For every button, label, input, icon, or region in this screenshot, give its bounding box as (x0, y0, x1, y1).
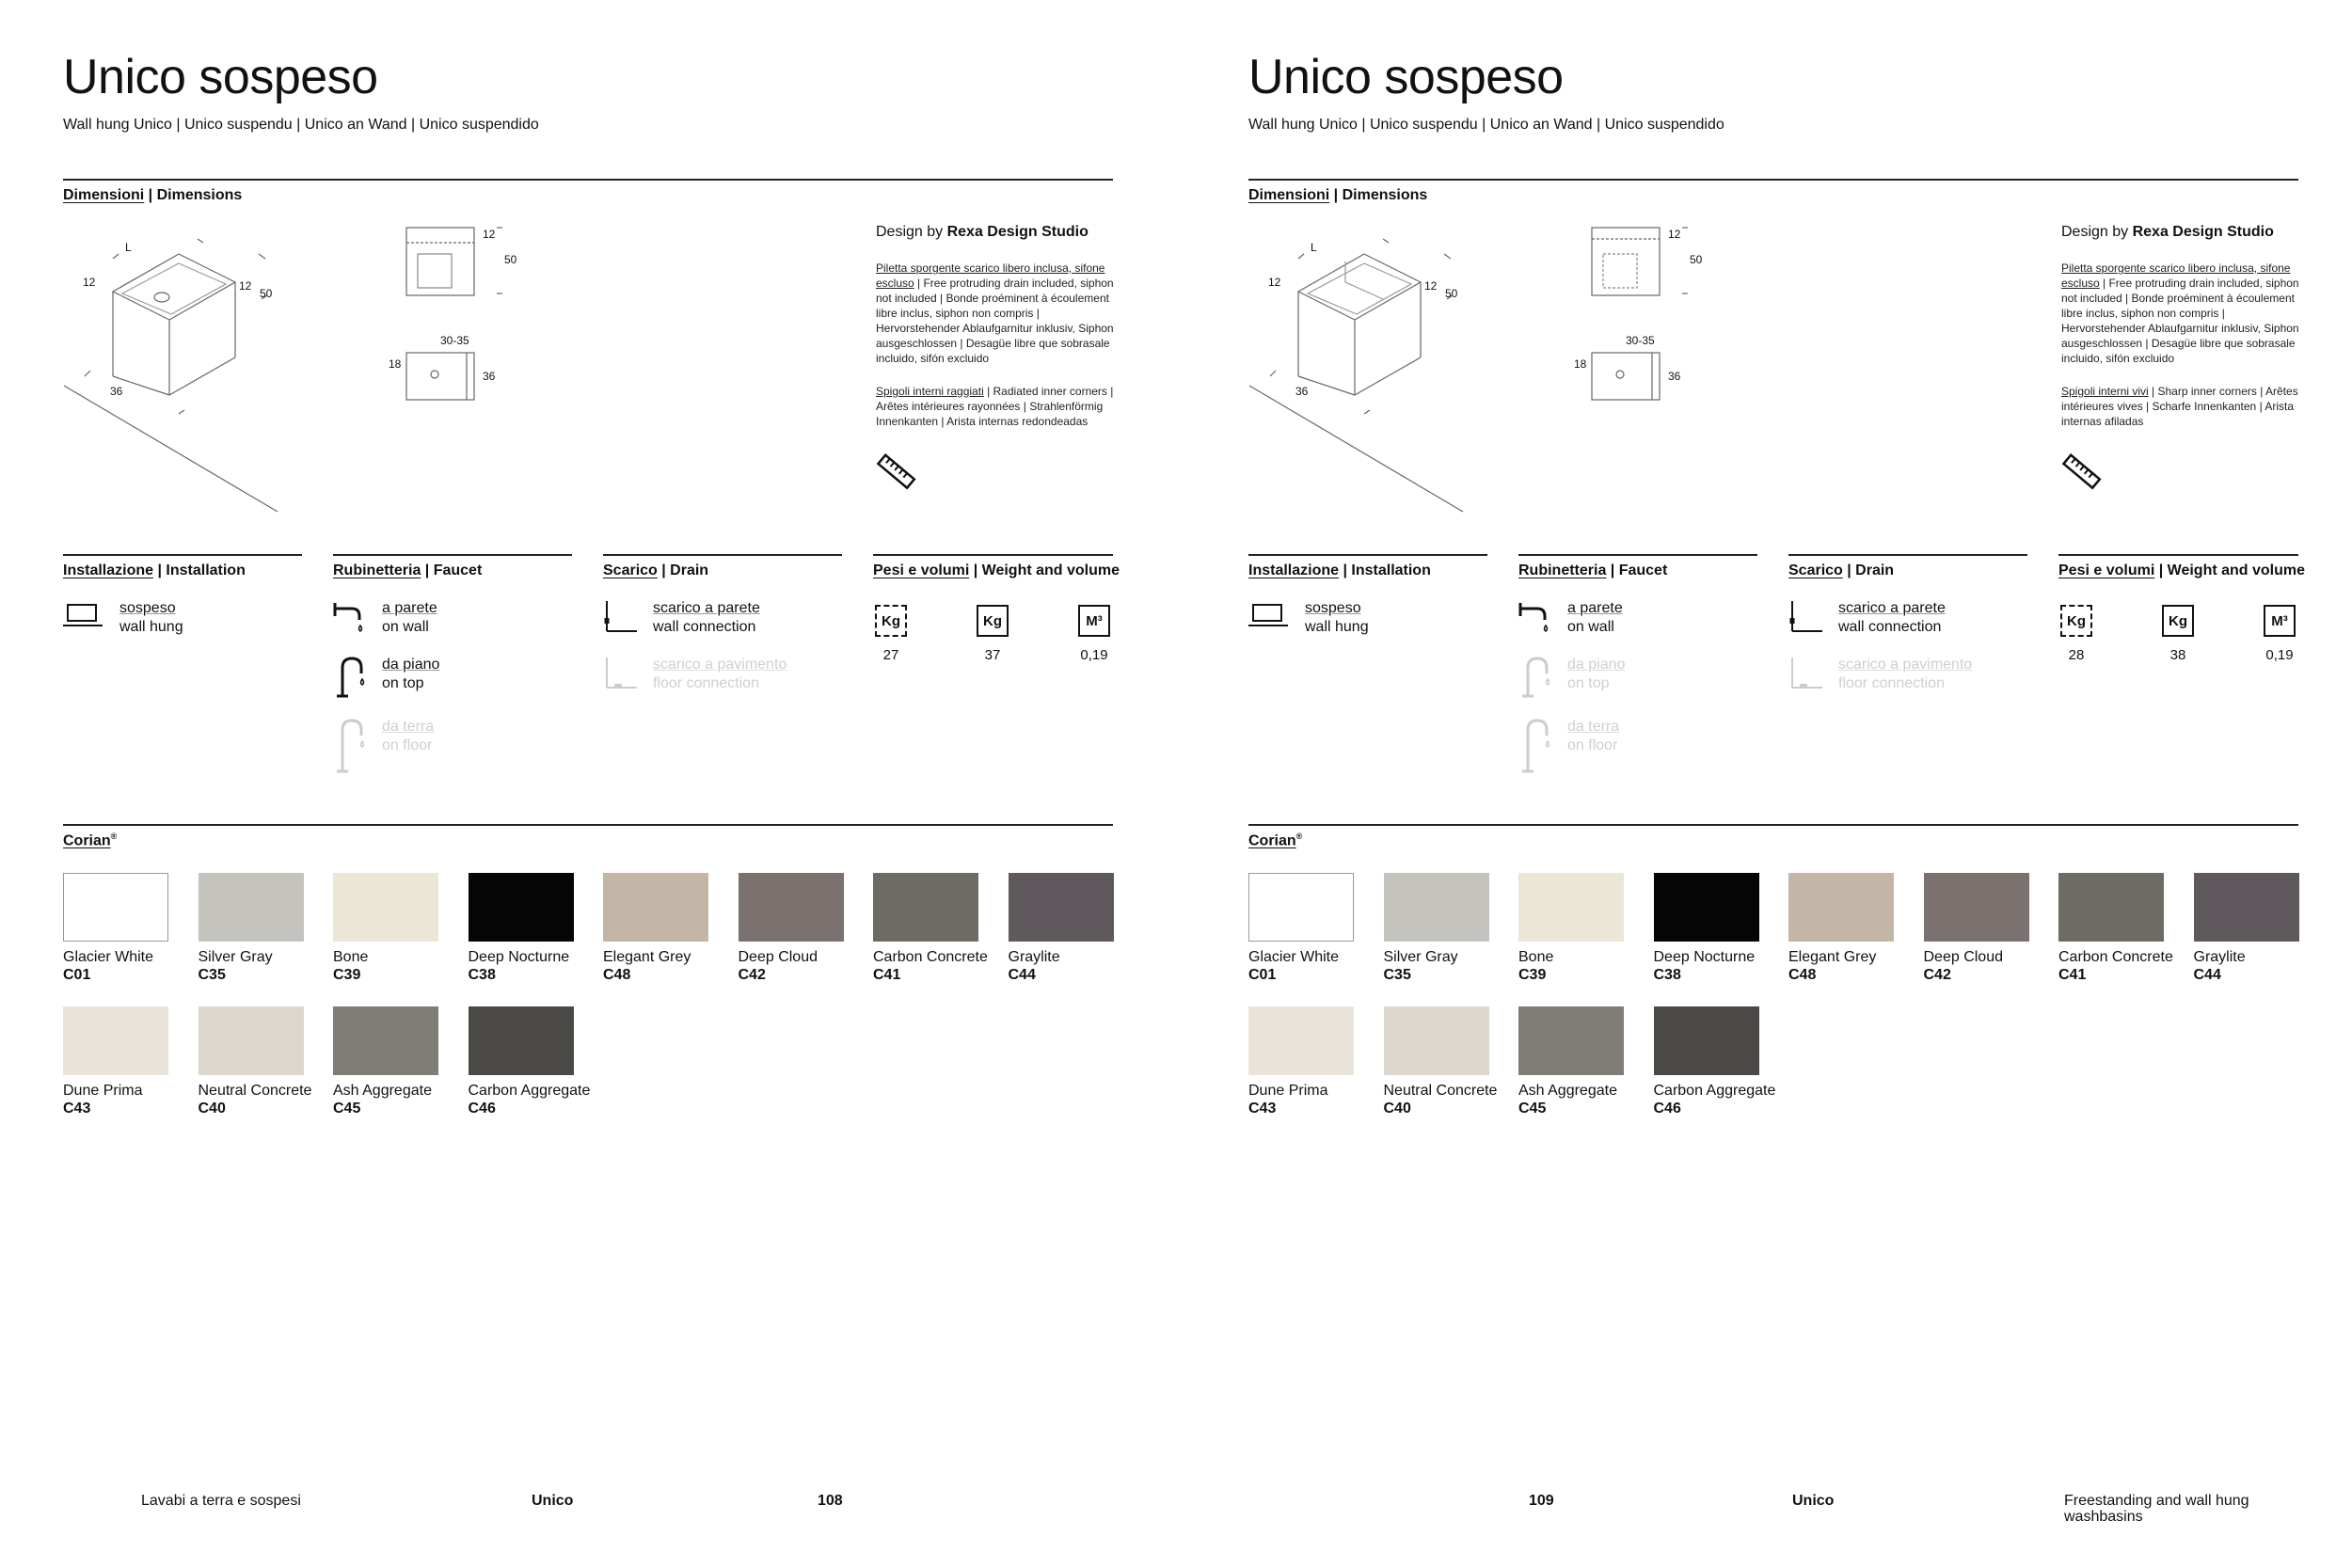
swatch-code: C48 (1788, 967, 1817, 983)
swatch-label (2058, 948, 2173, 984)
volume-icon: M³ (2264, 605, 2296, 637)
swatch-name: Ash Aggregate (333, 1083, 432, 1099)
swatch-label (1248, 948, 1339, 984)
volume-icon: M³ (1078, 605, 1110, 637)
dim-label-l: L (125, 241, 132, 254)
color-swatch (1009, 873, 1114, 942)
color-swatch (63, 1006, 168, 1075)
faucet-option-on-floor: da terra on floor (382, 719, 435, 753)
faucet-wall-icon (1518, 599, 1556, 637)
dim-label-height: 50 (260, 287, 273, 300)
swatch-code: C48 (603, 967, 631, 983)
wall-hung-icon (63, 602, 104, 630)
design-credit: Design by Rexa Design Studio (876, 224, 1089, 240)
faucet-heading: Rubinetteria | Faucet (333, 562, 483, 578)
swatch-label (1924, 948, 2004, 984)
dim-label-plan-width: 30-35 (440, 334, 469, 347)
swatch-name: Glacier White (63, 949, 154, 965)
color-swatch (63, 873, 168, 942)
divider (873, 554, 1113, 556)
gross-weight-icon: Kg (977, 605, 1009, 637)
color-swatch (2194, 873, 2299, 942)
corner-description: Spigoli interni raggiati | Radiated inner corners | Arêtes intérieures rayonnées | Strahlenförmig Innenkanten | Arista internas redondeadas (876, 385, 1114, 428)
color-swatch (199, 873, 304, 942)
swatch-label (1654, 1082, 1776, 1117)
corian-heading: Corian® (63, 832, 118, 849)
swatch-label (1384, 948, 1458, 984)
swatch-code: C40 (198, 1101, 226, 1117)
swatch-code: C38 (1653, 967, 1681, 983)
swatch-label (1654, 948, 1756, 984)
faucet-option-on-floor: da terra on floor (1567, 719, 1620, 753)
color-swatch (1518, 873, 1624, 942)
dim-label-front-top: 12 (483, 228, 496, 241)
divider (1248, 554, 1487, 556)
color-swatch (739, 873, 844, 942)
color-swatch (1654, 873, 1759, 942)
drain-floor-icon (1788, 656, 1826, 693)
color-swatch (333, 1006, 438, 1075)
color-swatch (1924, 873, 2029, 942)
footer-page-number: 108 (818, 1493, 843, 1509)
dim-label-plan-depth: 36 (483, 370, 496, 383)
wall-hung-icon (1248, 602, 1290, 630)
installation-heading: Installazione | Installation (63, 562, 246, 578)
installation-option-wall-hung: sospeso wall hung (1305, 600, 1369, 635)
drain-floor-icon (603, 656, 641, 693)
swatch-label (469, 1082, 591, 1117)
swatch-name: Elegant Grey (603, 949, 691, 965)
swatch-name: Neutral Concrete (198, 1083, 312, 1099)
volume-value: 0,19 (2265, 647, 2294, 663)
drain-option-wall: scarico a parete wall connection (653, 600, 760, 635)
color-swatch (1788, 873, 1894, 942)
swatch-code: C42 (1923, 967, 1951, 983)
swatch-code: C35 (1383, 967, 1411, 983)
color-swatch (873, 873, 978, 942)
swatch-label (739, 948, 818, 984)
footer-product: Unico (1792, 1493, 1835, 1509)
dimensions-heading: Dimensioni | Dimensions (63, 187, 243, 203)
swatch-code: C01 (63, 967, 91, 983)
dim-label-side2: 12 (239, 279, 252, 293)
color-swatch (333, 873, 438, 942)
faucet-floor-icon (333, 717, 371, 773)
color-swatch (1518, 1006, 1624, 1075)
right-page (1185, 0, 2352, 1568)
divider (63, 824, 1113, 826)
color-swatch (1384, 1006, 1489, 1075)
corner-description: Spigoli interni vivi | Sharp inner corners | Arêtes intérieures vives | Scharfe Innenkanten | Arista internas afiladas (2061, 385, 2298, 428)
divider (1248, 179, 2298, 181)
dimensions-heading: Dimensioni | Dimensions (1248, 187, 1428, 203)
swatch-name: Carbon Concrete (2058, 949, 2173, 965)
divider (63, 554, 302, 556)
faucet-top-icon (333, 655, 371, 698)
drain-option-wall: scarico a parete wall connection (1838, 600, 1946, 635)
corian-heading: Corian® (1248, 832, 1303, 849)
faucet-wall-icon (333, 599, 371, 637)
installation-heading: Installazione | Installation (1248, 562, 1431, 578)
dim-label-side2: 12 (1424, 279, 1438, 293)
swatch-code: C44 (2193, 967, 2221, 983)
swatch-code: C35 (198, 967, 226, 983)
swatch-name: Deep Nocturne (1653, 949, 1756, 965)
color-swatch (199, 1006, 304, 1075)
faucet-floor-icon (1518, 717, 1556, 773)
swatch-name: Neutral Concrete (1383, 1083, 1498, 1099)
swatch-code: C41 (2058, 967, 2087, 983)
footer-page-number: 109 (1529, 1493, 1554, 1509)
swatch-label (603, 948, 691, 984)
drain-description: Piletta sporgente scarico libero inclusa, sifone escluso | Free protruding drain included, siphon not included | Bonde proéminent à écoulement libre inclus, siphon non compris | Hervorstehender Ablaufgarnitur inklusiv, Siphon ausgeschlossen | Desagüe libre que sobrasale incluido, sifón excluido (2061, 261, 2299, 365)
divider (1248, 824, 2298, 826)
footer-section: Lavabi a terra e sospesi (141, 1493, 301, 1509)
divider (333, 554, 572, 556)
dim-label-side: 12 (83, 276, 96, 289)
swatch-name: Deep Cloud (1923, 949, 2003, 965)
faucet-option-on-top: da piano on top (382, 657, 440, 691)
drain-wall-icon (1788, 599, 1826, 637)
swatch-name: Glacier White (1248, 949, 1340, 965)
swatch-name: Silver Gray (1383, 949, 1458, 965)
dim-label-depth: 36 (110, 385, 123, 398)
divider (1518, 554, 1757, 556)
color-swatch (2058, 873, 2164, 942)
swatch-code: C45 (1518, 1101, 1547, 1117)
divider (603, 554, 842, 556)
faucet-option-on-wall: a parete on wall (1567, 600, 1623, 635)
dim-label-plan-width: 30-35 (1626, 334, 1655, 347)
page-title: Unico sospeso (63, 50, 378, 104)
swatch-code: C43 (63, 1101, 91, 1117)
swatch-code: C43 (1248, 1101, 1277, 1117)
swatch-name: Carbon Aggregate (468, 1083, 591, 1099)
dim-label-front-top: 12 (1668, 228, 1681, 241)
swatch-name: Carbon Concrete (873, 949, 988, 965)
swatch-name: Graylite (1008, 949, 1060, 965)
page-subtitle: Wall hung Unico | Unico suspendu | Unico an Wand | Unico suspendido (1248, 117, 1724, 133)
swatch-name: Deep Nocturne (468, 949, 570, 965)
gross-weight-value: 37 (984, 647, 1001, 663)
drain-option-floor: scarico a pavimento floor connection (653, 657, 787, 691)
swatch-label (1788, 948, 1876, 984)
swatch-code: C46 (468, 1101, 496, 1117)
net-weight-value: 28 (2068, 647, 2085, 663)
dim-label-plan-depth: 36 (1668, 370, 1681, 383)
footer-product: Unico (532, 1493, 574, 1509)
drain-heading: Scarico | Drain (603, 562, 709, 578)
dim-label-depth: 36 (1295, 385, 1309, 398)
color-swatch (1248, 873, 1354, 942)
weights-heading: Pesi e volumi | Weight and volume (2058, 562, 2306, 578)
swatch-code: C46 (1653, 1101, 1681, 1117)
drain-option-floor: scarico a pavimento floor connection (1838, 657, 1973, 691)
dim-label-height: 50 (1445, 287, 1458, 300)
isometric-drawing (56, 226, 301, 527)
swatch-name: Ash Aggregate (1518, 1083, 1617, 1099)
color-swatch (469, 1006, 574, 1075)
swatch-label (1384, 1082, 1498, 1117)
swatch-code: C41 (873, 967, 901, 983)
dim-label-plan-left: 18 (389, 357, 402, 371)
dim-label-side: 12 (1268, 276, 1281, 289)
swatch-label (333, 1082, 432, 1117)
swatch-name: Dune Prima (1248, 1083, 1328, 1099)
swatch-code: C42 (738, 967, 766, 983)
swatch-label (1518, 948, 1553, 984)
swatch-label (199, 948, 273, 984)
color-swatch (1654, 1006, 1759, 1075)
swatch-label (1518, 1082, 1617, 1117)
dim-label-front-height: 50 (504, 253, 517, 266)
swatch-code: C01 (1248, 967, 1277, 983)
installation-option-wall-hung: sospeso wall hung (119, 600, 183, 635)
gross-weight-icon: Kg (2162, 605, 2194, 637)
swatch-label (1248, 1082, 1327, 1117)
swatch-code: C44 (1008, 967, 1036, 983)
dim-label-front-height: 50 (1690, 253, 1703, 266)
swatch-code: C40 (1383, 1101, 1411, 1117)
ruler-icon (2058, 450, 2106, 497)
volume-value: 0,19 (1080, 647, 1108, 663)
faucet-option-on-wall: a parete on wall (382, 600, 437, 635)
drain-wall-icon (603, 599, 641, 637)
page-title: Unico sospeso (1248, 50, 1564, 104)
net-weight-value: 27 (882, 647, 899, 663)
gross-weight-value: 38 (2169, 647, 2186, 663)
net-weight-icon: Kg (875, 605, 907, 637)
net-weight-icon: Kg (2060, 605, 2092, 637)
isometric-drawing (1242, 226, 1486, 527)
swatch-name: Elegant Grey (1788, 949, 1877, 965)
dim-label-plan-left: 18 (1574, 357, 1587, 371)
color-swatch (469, 873, 574, 942)
swatch-name: Bone (333, 949, 369, 965)
swatch-name: Dune Prima (63, 1083, 143, 1099)
drain-heading: Scarico | Drain (1788, 562, 1895, 578)
drain-description: Piletta sporgente scarico libero inclusa, sifone escluso | Free protruding drain included, siphon not included | Bonde proéminent à écoulement libre inclus, siphon non compris | Hervorstehender Ablaufgarnitur inklusiv, Siphon ausgeschlossen | Desagüe libre que sobrasale incluido, sifón excluido (876, 261, 1114, 365)
swatch-label (2194, 948, 2246, 984)
weights-heading: Pesi e volumi | Weight and volume (873, 562, 1120, 578)
divider (63, 179, 1113, 181)
divider (2058, 554, 2298, 556)
dim-label-l: L (1311, 241, 1317, 254)
color-swatch (1384, 873, 1489, 942)
swatch-label (63, 1082, 142, 1117)
faucet-top-icon (1518, 655, 1556, 698)
swatch-name: Carbon Aggregate (1653, 1083, 1776, 1099)
swatch-label (1009, 948, 1060, 984)
swatch-name: Graylite (2193, 949, 2246, 965)
faucet-option-on-top: da piano on top (1567, 657, 1626, 691)
swatch-name: Silver Gray (198, 949, 273, 965)
ruler-icon (873, 450, 920, 497)
swatch-code: C38 (468, 967, 496, 983)
swatch-code: C45 (333, 1101, 361, 1117)
swatch-label (873, 948, 988, 984)
color-swatch (1248, 1006, 1354, 1075)
swatch-label (199, 1082, 312, 1117)
color-swatch (603, 873, 708, 942)
divider (1788, 554, 2027, 556)
swatch-name: Deep Cloud (738, 949, 818, 965)
footer-section: Freestanding and wall hung washbasins (2064, 1493, 2249, 1525)
page-subtitle: Wall hung Unico | Unico suspendu | Unico an Wand | Unico suspendido (63, 117, 539, 133)
swatch-label (63, 948, 153, 984)
swatch-label (333, 948, 368, 984)
swatch-code: C39 (333, 967, 361, 983)
design-credit: Design by Rexa Design Studio (2061, 224, 2274, 240)
faucet-heading: Rubinetteria | Faucet (1518, 562, 1668, 578)
swatch-code: C39 (1518, 967, 1547, 983)
swatch-label (469, 948, 570, 984)
swatch-name: Bone (1518, 949, 1554, 965)
